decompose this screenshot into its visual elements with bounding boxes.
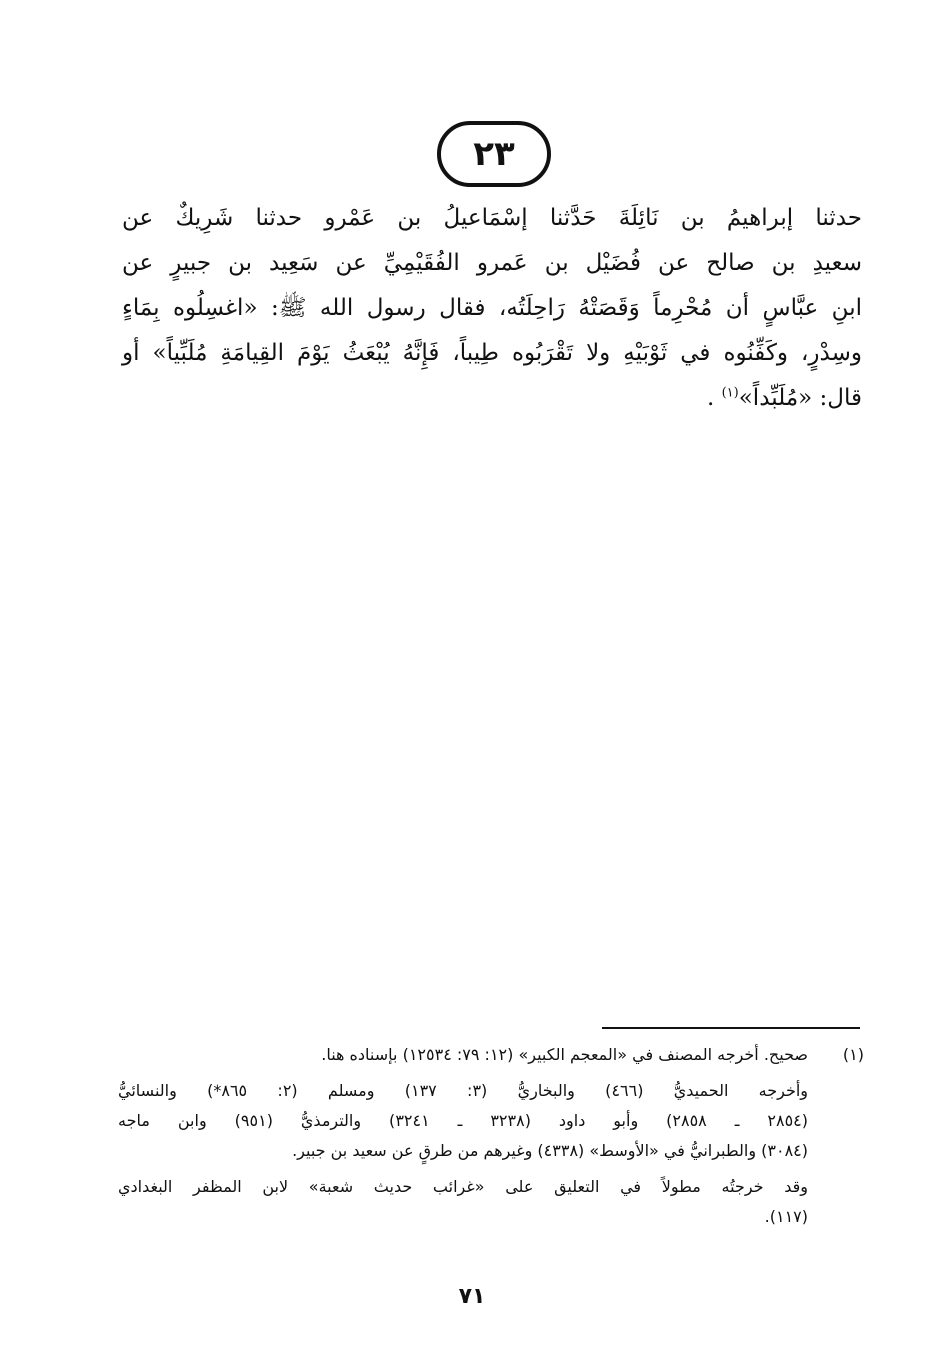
- hadith-text-line: ابنِ عبَّاسٍ أن مُحْرِماً وَقَصَتْهُ رَاحِلَتُه، فقال رسول الله ﷺ: «اغسِلُوه بِمَاءٍ: [122, 295, 862, 321]
- footnote-number: (١): [842, 1045, 864, 1064]
- footnote-body: [118, 1172, 808, 1232]
- footnote-line: وأخرجه الحميديُّ (٤٦٦) والبخاريُّ (٣: ١٣٧) ومسلم (٢: ٨٦٥*) والنسائيُّ: [118, 1081, 809, 1100]
- footnote-line: (٣٠٨٤) والطبرانيُّ في «الأوسط» (٤٣٣٨) وغيرهم من طرقٍ عن سعيد بن جبير.: [292, 1141, 808, 1160]
- footnote-line: وقد خرجتُه مطولاً في التعليق على «غرائب حديث شعبة» لابن المظفر البغدادي: [118, 1177, 808, 1196]
- footnote-reference: (١): [721, 385, 739, 401]
- footnote-1: [118, 1040, 864, 1070]
- hadith-text-line: سعيدِ بن صالح عن فُضَيْل بن عَمرو الفُقَيْمِيِّ عن سَعِيد بن جبيرٍ عن: [122, 250, 862, 276]
- footnote-separator: [602, 1027, 860, 1029]
- footnote-continuation: [118, 1076, 864, 1166]
- hadith-text-last-line: قال: «مُلَبِّداً»: [738, 385, 862, 411]
- footnote-line: (٢٨٥٤ ـ ٢٨٥٨) وأبو داود (٣٢٣٨ ـ ٣٢٤١) والترمذيُّ (٩٥١) وابن ماجه: [118, 1111, 809, 1130]
- hadith-number: ٢٣: [473, 134, 515, 174]
- footnote-body: [118, 1040, 808, 1070]
- hadith-text-line: حدثنا إبراهيمُ بن نَائِلَةَ حَدَّثنا إسْمَاعيلُ بن عَمْرو حدثنا شَرِيكٌ عن: [122, 205, 862, 231]
- footnote-paragraph: [118, 1040, 808, 1070]
- page-number: ٧١: [458, 1284, 486, 1309]
- footnote-line: (١١٧).: [764, 1207, 808, 1226]
- hadith-number-badge: [437, 121, 551, 187]
- footnotes: [118, 1040, 864, 1232]
- end-punctuation: .: [706, 385, 715, 411]
- hadith-text: [122, 196, 862, 421]
- footnote-continuation: [118, 1172, 864, 1232]
- hadith-text-line: [122, 376, 862, 421]
- footnote-body: [118, 1076, 808, 1166]
- hadith-text-line: وسِدْرٍ، وكَفِّنُوه في ثَوْبَيْهِ ولا تَقْرَبُوه طِيباً، فَإِنَّهُ يُبْعَثُ يَوْمَ القِيامَةِ مُلَبِّياً» أو: [122, 340, 862, 366]
- footnote-line: صحيح. أخرجه المصنف في «المعجم الكبير» (١٢: ٧٩: ١٢٥٣٤) بإسناده هنا.: [321, 1045, 808, 1064]
